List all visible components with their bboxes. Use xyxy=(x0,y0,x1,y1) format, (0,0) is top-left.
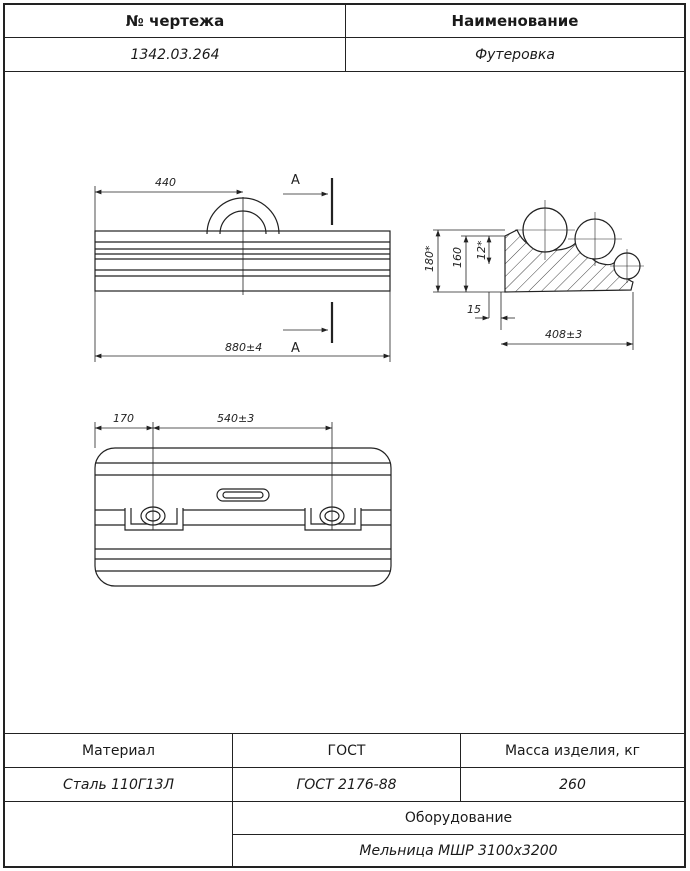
dim-540: 540±3 xyxy=(217,412,255,425)
dim-880: 880±4 xyxy=(225,341,263,354)
equipment-label: Оборудование xyxy=(404,810,513,826)
mass-label: Масса изделия, кг xyxy=(504,742,641,759)
gost-value: ГОСТ 2176-88 xyxy=(296,776,397,793)
technical-drawing xyxy=(5,72,685,732)
dim-170: 170 xyxy=(113,412,134,425)
drawing-number-label: № чертежа xyxy=(125,12,225,30)
material-label: Материал xyxy=(82,742,155,759)
gost-label: ГОСТ xyxy=(327,742,366,759)
front-view xyxy=(95,178,390,362)
name-value: Футеровка xyxy=(475,46,555,63)
name-label: Наименование xyxy=(451,12,579,30)
dim-408: 408±3 xyxy=(545,328,583,341)
section-letter-top: А xyxy=(291,173,300,188)
material-value: Сталь 110Г13Л xyxy=(62,776,175,793)
plan-view xyxy=(95,422,391,586)
dim-15: 15 xyxy=(467,303,481,316)
equipment-value: Мельница МШР 3100х3200 xyxy=(359,843,558,859)
dim-180: 180* xyxy=(423,245,436,272)
drawing-number-value: 1342.03.264 xyxy=(130,46,220,63)
dim-440: 440 xyxy=(155,176,176,189)
dim-160: 160 xyxy=(451,247,464,268)
section-letter-bottom: А xyxy=(291,341,300,356)
mass-value: 260 xyxy=(559,776,586,793)
section-view xyxy=(433,200,644,350)
dim-12: 12* xyxy=(475,240,488,260)
